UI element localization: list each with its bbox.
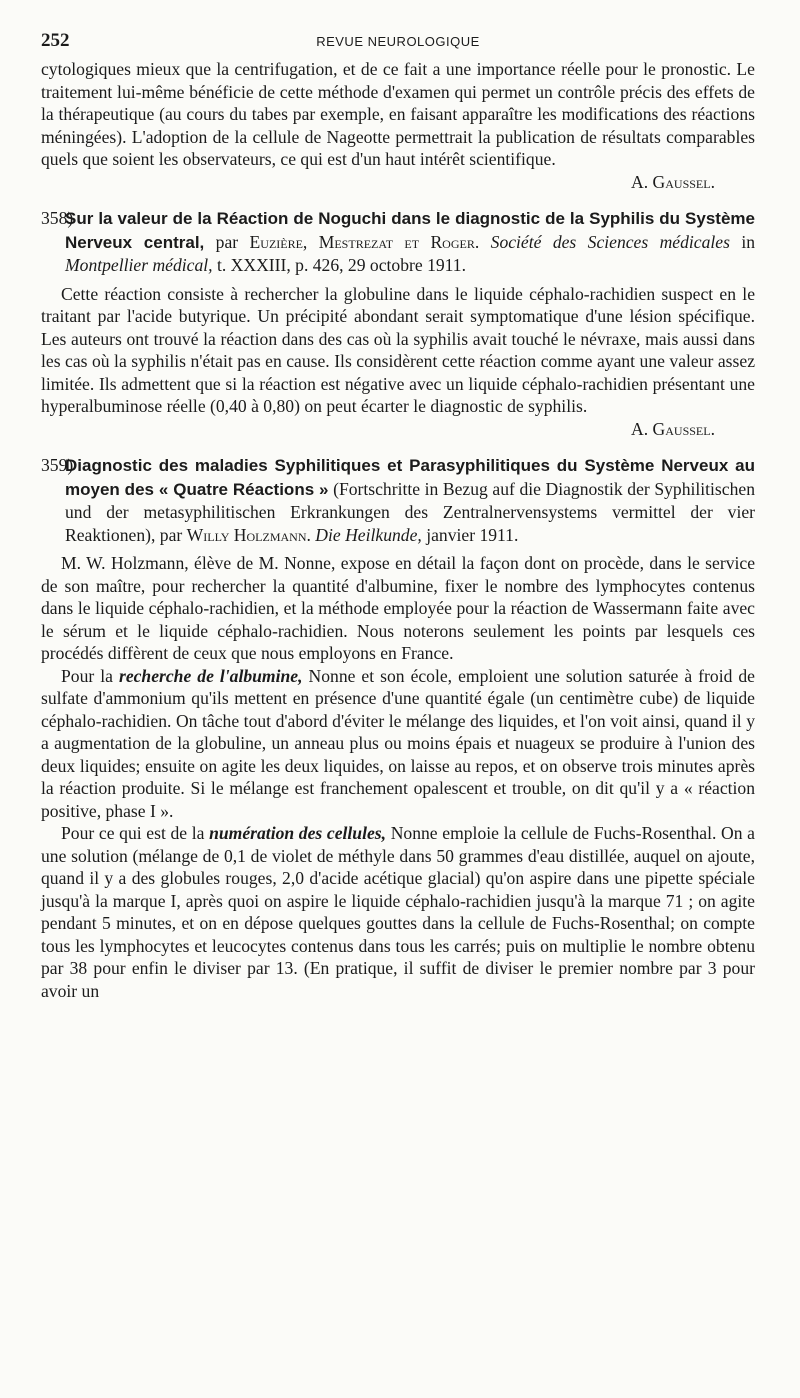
entry-359	[41, 454, 755, 1002]
entry-359-p2-term: recherche de l'albumine,	[118, 665, 303, 686]
entry-358-journal: Société des Sciences médicales	[490, 231, 730, 252]
entry-359-german: (Fortschritte in Bezug auf die Diagnostik der Syphilitischen und der metasyphilitischen Erkrankungen des Zentralnervensystems vermittel der vier Reaktionen), par	[65, 478, 755, 545]
entry-359-title: Diagnostic des maladies Syphilitiques et Parasyphilitiques du Système Nerveux au moyen des « Quatre Réactions »	[65, 456, 755, 499]
intro-paragraph	[41, 58, 755, 193]
entry-359-date: janvier 1911.	[426, 524, 519, 545]
entry-359-p2-pre: Pour la	[61, 665, 113, 686]
entry-358-journal2: Montpellier médical,	[65, 255, 213, 275]
entry-358-authors: Euzière, Mestrezat et Roger.	[249, 231, 480, 252]
entry-359-paragraph-3	[41, 822, 755, 1002]
entry-358-number: 358)	[41, 208, 74, 228]
intro-signature: A. Gaussel.	[631, 171, 715, 192]
entry-359-paragraph-1: M. W. Holzmann, élève de M. Nonne, expose en détail la façon dont on procède, dans le service de son maître, pour rechercher la quantité d'albumine, fixer le nombre des lymphocytes contenus dans le liquide céphalo-rachidien, et la méthode employée pour la réaction de Wassermann faite avec le sérum et le liquide céphalo-rachidien. Nous noterons seulement les points par lesquels ces procédés diffèrent de ceux que nous employons en France.	[41, 553, 755, 663]
entry-358-heading	[41, 207, 755, 277]
document-page	[41, 30, 755, 1002]
entry-358-in: in	[741, 231, 756, 252]
journal-title: REVUE NEUROLOGIQUE	[316, 34, 480, 49]
entry-359-number: 359)	[41, 455, 74, 475]
entry-359-heading	[41, 454, 755, 546]
entry-359-journal: Die Heilkunde,	[315, 524, 422, 545]
entry-358-ref: t. XXXIII, p. 426, 29 octobre 1911.	[216, 255, 467, 275]
running-head	[41, 30, 755, 58]
entry-358-signature: A. Gaussel.	[631, 418, 715, 439]
entry-358-body	[41, 283, 755, 441]
entry-359-p2-text: Nonne et son école, emploient une solution saturée à froid de sulfate d'ammonium qu'ils mettent en présence d'une quantité égale (un centimètre cube) de liquide céphalo-rachidien. On tâche tout d'abord d'éviter le mélange des liquides, et l'on voit ainsi, quand il y a augmentation de la globuline, un anneau plus ou moins épais et nuageux se produire à l'union des deux liquides; ensuite on agite les deux liquides, on laisse au repos, et on observe trois minutes après la réaction produite. Si le mélange est franchement opalescent et trouble, on dit qu'il y a « réaction positive, phase I ».	[41, 665, 755, 821]
entry-359-p3-pre: Pour ce qui est de la	[61, 823, 205, 843]
entry-359-p3-term: numération des cellules,	[209, 823, 387, 843]
entry-358-title: Sur la valeur de la Réaction de Noguchi dans le diagnostic de la Syphilis du Système Nerveux central,	[65, 209, 755, 252]
entry-359-author: Willy Holzmann.	[186, 524, 311, 545]
entry-359-paragraph-2	[41, 665, 755, 823]
page-number: 252	[41, 30, 70, 51]
entry-359-p3-text: Nonne emploie la cellule de Fuchs-Rosenthal. On a une solution (mélange de 0,1 de violet de méthyle dans 50 grammes d'eau distillée, auquel on ajoute, quand il y a des globules rouges, 2,0 d'acide acétique glacial) qu'on aspire dans une pipette spéciale jusqu'à la marque I, après quoi on aspire le liquide céphalo-rachidien jusqu'à la marque 71 ; on agite pendant 5 minutes, et on en dépose quelques gouttes dans la cellule de Fuchs-Rosenthal; on compte tous les lymphocytes et leucocytes contenus dans tous les carrés; puis on multiplie le nombre obtenu par 38 pour enfin le diviser par 13. (En pratique, il suffit de diviser le premier nombre par 3 pour avoir un	[41, 823, 755, 1001]
entry-358-text: Cette réaction consiste à rechercher la globuline dans le liquide céphalo-rachidien suspect en le traitant par l'acide butyrique. Un précipité abondant serait symptomatique d'une lésion spécifique. Les auteurs ont trouvé la réaction dans des cas où la syphilis avait touché le névraxe, mais aussi dans les cas où la syphilis n'était pas en cause. Ils considèrent cette réaction comme ayant une valeur assez limitée. Ils admettent que si la réaction est négative avec un liquide céphalo-rachidien présentant une hyperalbuminose réelle (0,40 à 0,80) on peut écarter le diagnostic de syphilis.	[41, 283, 755, 416]
intro-text: cytologiques mieux que la centrifugation, et de ce fait a une importance réelle pour le pronostic. Le traitement lui-même bénéficie de cette méthode d'examen qui permet un contrôle précis des effets de la thérapeutique (au cours du tabes par exemple, en faisant apparaître les modifications des réactions méningées). L'adoption de la cellule de Nageotte permettrait la publication de résultats comparables quels que soient les observateurs, ce qui est d'un haut intérêt scientifique.	[41, 59, 755, 169]
entry-358-par: par	[215, 231, 239, 252]
entry-358	[41, 207, 755, 440]
